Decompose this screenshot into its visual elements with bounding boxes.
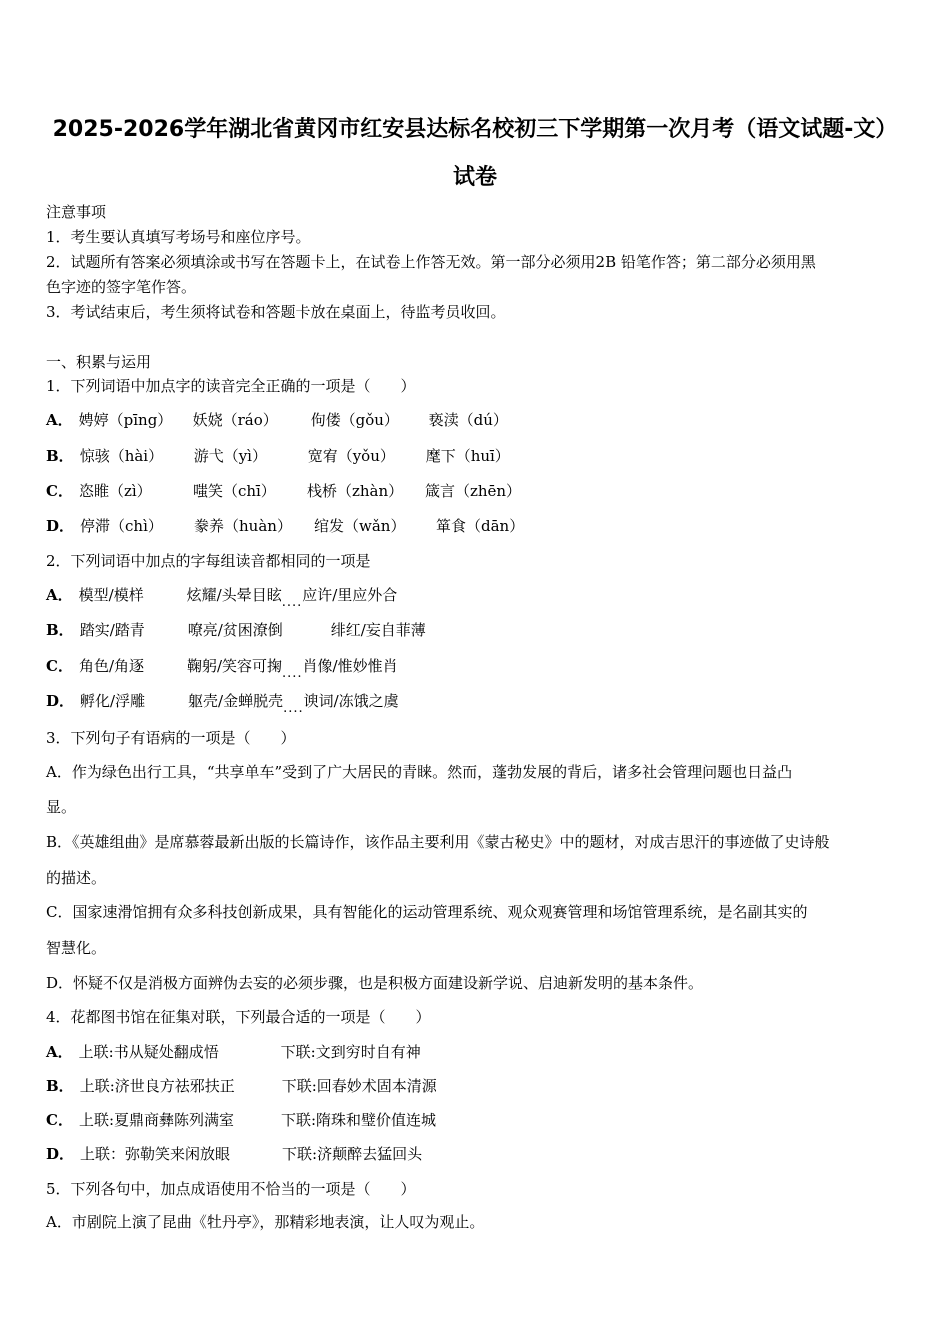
option-word: 游弋（yì） [193,447,267,465]
q3-option-c-line1: C．国家速滑馆拥有众多科技创新成果，具有智能化的运动管理系统、观众观赛管理和场馆管理系统，是名副其实的 [46,903,808,921]
option-word: 豢养（huàn） [194,517,292,535]
option-word: 娉婷（pīng） [78,411,173,429]
option-label: D． [46,517,75,535]
q3-option-a-line1: A．作为绿色出行工具，“共享单车”受到了广大居民的青睐。然而，蓬勃发展的背后，诸多社会管理问题也日益凸 [46,763,793,781]
option-word: 栈桥（zhàn） [306,482,404,500]
q1-option-a [46,410,508,430]
option-word: 嗤笑（chī） [192,482,276,500]
couplet-lower: 下联:济颠醉去猛回头 [282,1145,423,1163]
q1-option-d [46,516,524,536]
option-word: 妖娆（ráo） [192,411,278,429]
couplet-lower: 下联:回春妙术固本清源 [281,1077,437,1095]
q1-option-b [46,446,510,466]
q3-option-b-line2: 的描述。 [46,869,107,887]
couplet-lower: 下联:文到穷时自有神 [280,1043,421,1061]
option-word: 惊骇（hài） [79,447,164,465]
option-word: 孵化/浮雕 [80,692,146,710]
notice-item-3: 3．考试结束后，考生须将试卷和答题卡放在桌面上，待监考员收回。 [46,303,506,321]
option-label: A． [46,1043,73,1061]
couplet-upper: 上联:书从疑处翻成悟 [78,1043,219,1061]
q2-option-b [46,620,426,640]
q3-option-b-line1: B．《英雄组曲》是席慕蓉最新出版的长篇诗作，该作品主要利用《蒙古秘史》中的题材，对成吉思汗的事迹做了史诗般 [46,833,830,851]
option-label: C． [46,482,73,500]
q3-option-c-line2: 智慧化。 [46,939,107,957]
option-word: 亵渎（dú） [428,411,508,429]
notice-heading: 注意事项 [46,203,107,221]
option-word: 嘹亮/贫困潦倒 [187,621,283,639]
option-label: A． [46,586,73,604]
option-label: D． [46,692,75,710]
question-2-stem: 2．下列词语中加点的字每组读音都相同的一项是 [46,552,371,570]
option-label: B． [46,447,74,465]
exam-title-line1: 2025-2026学年湖北省黄冈市红安县达标名校初三下学期第一次月考（语文试题-文） [52,117,898,142]
couplet-lower: 下联:隋珠和璧价值连城 [280,1111,437,1129]
emphasis-dots: .... [281,595,303,610]
couplet-upper: 上联:夏鼎商彝陈列满室 [78,1111,235,1129]
q2-option-a [46,585,397,613]
q2-option-d [46,691,399,719]
option-word: 鞠躬/笑容可掬 [186,657,283,675]
option-word: 肖像/惟妙惟肖 [302,657,398,675]
option-label: D． [46,1145,75,1163]
exam-title-line2: 试卷 [452,165,497,190]
emphasis-dots: .... [282,666,303,681]
option-word: 绾发（wǎn） [314,517,406,535]
question-3-stem: 3．下列句子有语病的一项是（ ） [46,729,296,747]
option-label: C． [46,1111,73,1129]
option-word: 宽宥（yǒu） [307,447,395,465]
emphasis-dots: .... [283,701,304,716]
option-word: 麾下（huī） [425,447,510,465]
notice-item-2b: 色字迹的签字笔作答。 [46,278,197,296]
option-word: 模型/模样 [78,586,144,604]
option-word: 躯壳/金蝉脱壳 [188,692,284,710]
q4-option-a [46,1042,421,1062]
q5-option-a: A．市剧院上演了昆曲《牡丹亭》，那精彩地表演，让人叹为观止。 [46,1213,485,1231]
option-word: 踏实/踏青 [79,621,145,639]
option-word: 绯红/妄自菲薄 [330,621,426,639]
section-heading: 一、积累与运用 [46,353,152,371]
option-word: 箪食（dān） [436,517,525,535]
couplet-upper: 上联：弥勒笑来闲放眼 [80,1145,231,1163]
option-label: C． [46,657,73,675]
option-word: 炫耀/头晕目眩 [186,586,282,604]
question-5-stem: 5．下列各句中，加点成语使用不恰当的一项是（ ） [46,1180,416,1198]
notice-item-1: 1．考生要认真填写考场号和座位序号。 [46,228,311,246]
q3-option-d: D．怀疑不仅是消极方面辨伪去妄的必须步骤，也是积极方面建设新学说、启迪新发明的基本条件。 [46,974,704,992]
q3-option-a-line2: 显。 [46,798,77,816]
option-label: A． [46,411,73,429]
q2-option-c [46,656,398,684]
option-word: 谀词/冻饿之虞 [303,692,399,710]
option-word: 箴言（zhēn） [424,482,522,500]
option-label: B． [46,1077,74,1095]
option-word: 停滞（chì） [80,517,163,535]
option-word: 佝偻（gǒu） [310,411,399,429]
q4-option-d [46,1144,422,1164]
option-word: 角色/角逐 [78,657,145,675]
option-label: B． [46,621,74,639]
question-1-stem: 1．下列词语中加点字的读音完全正确的一项是（ ） [46,377,416,395]
option-word: 恣睢（zì） [78,482,152,500]
couplet-upper: 上联:济世良方祛邪扶正 [79,1077,235,1095]
question-4-stem: 4．花都图书馆在征集对联，下列最合适的一项是（ ） [46,1008,431,1026]
q4-option-c [46,1110,436,1130]
q4-option-b [46,1076,437,1096]
q1-option-c [46,481,521,501]
option-word: 应许/里应外合 [302,586,398,604]
notice-item-2a: 2．试题所有答案必须填涂或书写在答题卡上，在试卷上作答无效。第一部分必须用2B 铅笔作答；第二部分必须用黑 [46,253,816,271]
